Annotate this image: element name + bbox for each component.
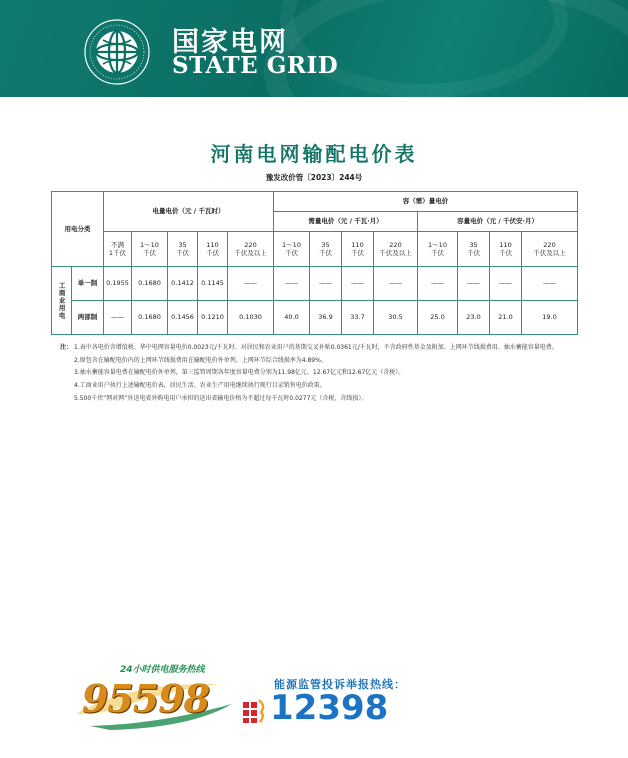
energy-voltage-header: 110 千伏	[198, 232, 228, 267]
note-item: 4.工商业用户执行上述输配电价表，居民生活、农业生产用电继续执行现行目录销售电价政策。	[74, 382, 326, 390]
row-label: 两部制	[72, 301, 104, 335]
energy-price-cell: 0.1412	[168, 267, 198, 301]
group-label: 工商业用电	[52, 267, 72, 335]
page-title: 河南电网输配电价表	[210, 142, 418, 166]
energy-regulator-icon	[242, 698, 266, 724]
table-row	[52, 301, 578, 335]
notes-section	[60, 344, 580, 407]
energy-price-cell: ——	[104, 301, 132, 335]
energy-price-cell: 0.1210	[198, 301, 228, 335]
energy-price-cell: 0.1456	[168, 301, 198, 335]
capacity-price-cell: 23.0	[458, 301, 490, 335]
brand-name-chinese: 国家电网	[172, 27, 288, 58]
energy-price-cell: 0.1145	[198, 267, 228, 301]
demand-voltage-header: 1～10 千伏	[274, 232, 310, 267]
hotline-number: 12398	[270, 688, 389, 728]
demand-price-cell: 40.0	[274, 301, 310, 335]
tariff-table	[51, 191, 578, 335]
note-item: 5.500千伏“网对网”外送电省外购电用户承担的送出省输电价格为不超过每千瓦时0.0277元（含税、含线损）。	[74, 394, 368, 402]
demand-price-cell: ——	[274, 267, 310, 301]
demand-price-header: 需量电价（元 / 千瓦·月）	[274, 212, 418, 232]
capacity-voltage-header: 220 千伏及以上	[522, 232, 578, 267]
brand-name-english: STATE GRID	[172, 52, 339, 79]
energy-price-cell: 0.1955	[104, 267, 132, 301]
demand-price-cell: ——	[374, 267, 418, 301]
note-item: 1.表中各电价含增值税、华中电网容量电价0.0023元/千瓦时、对居民和农业用户的基期交叉补贴0.0361元/千瓦时，不含政府性基金及附加、上网环节线损费用、抽水蓄能容量电费。	[74, 344, 558, 351]
state-grid-logo-icon	[83, 18, 151, 86]
demand-voltage-header: 35 千伏	[310, 232, 342, 267]
capacity-voltage-header: 35 千伏	[458, 232, 490, 267]
service-hotline-logo	[62, 662, 242, 732]
capacity-price-cell: 19.0	[522, 301, 578, 335]
table-row	[52, 267, 578, 301]
service-tagline: 24小时供电服务热线	[120, 665, 205, 675]
demand-voltage-header: 110 千伏	[342, 232, 374, 267]
energy-voltage-header: 1～10 千伏	[132, 232, 168, 267]
energy-voltage-header: 不满 1千伏	[104, 232, 132, 267]
demand-price-cell: 36.9	[310, 301, 342, 335]
capacity-group-header: 容（需）量电价	[274, 192, 578, 212]
capacity-price-cell: 21.0	[490, 301, 522, 335]
demand-price-cell: 33.7	[342, 301, 374, 335]
energy-voltage-header: 35 千伏	[168, 232, 198, 267]
capacity-price-cell: ——	[418, 267, 458, 301]
note-item: 2.原包含在输配电价内的上网环节线损费用在输配电价外单列，上网环节综合线损率为4.89%。	[74, 356, 327, 364]
capacity-voltage-header: 1～10 千伏	[418, 232, 458, 267]
complaint-hotline	[240, 676, 410, 736]
service-number: 95598	[82, 676, 210, 721]
document-number: 豫发改价管〔2023〕244号	[265, 173, 363, 182]
energy-voltage-header: 220 千伏及以上	[228, 232, 274, 267]
header-banner	[0, 0, 628, 97]
demand-price-cell: ——	[342, 267, 374, 301]
energy-price-header: 电量电价（元 / 千瓦时）	[104, 192, 274, 232]
category-header: 用电分类	[52, 192, 104, 267]
notes-list	[74, 344, 558, 407]
energy-price-cell: 0.1680	[132, 267, 168, 301]
note-item: 3.抽水蓄能容量电费在输配电价外单列，第三监管周期各年度容量电费分别为11.98亿元、12.67亿元和12.67亿元（含税）。	[74, 369, 405, 377]
capacity-price-cell: ——	[458, 267, 490, 301]
row-label: 单一制	[72, 267, 104, 301]
capacity-price-cell: ——	[490, 267, 522, 301]
capacity-price-cell: 25.0	[418, 301, 458, 335]
energy-price-cell: ——	[228, 267, 274, 301]
energy-price-cell: 0.1030	[228, 301, 274, 335]
notes-label: 注：	[60, 344, 73, 351]
hotline-label: 能源监管投诉举报热线：	[274, 678, 406, 691]
demand-voltage-header: 220 千伏及以上	[374, 232, 418, 267]
voltage-header-row	[52, 232, 578, 267]
demand-price-cell: ——	[310, 267, 342, 301]
capacity-voltage-header: 110 千伏	[490, 232, 522, 267]
capacity-price-cell: ——	[522, 267, 578, 301]
capacity-price-header: 容量电价（元 / 千伏安·月）	[418, 212, 578, 232]
energy-price-cell: 0.1680	[132, 301, 168, 335]
demand-price-cell: 30.5	[374, 301, 418, 335]
